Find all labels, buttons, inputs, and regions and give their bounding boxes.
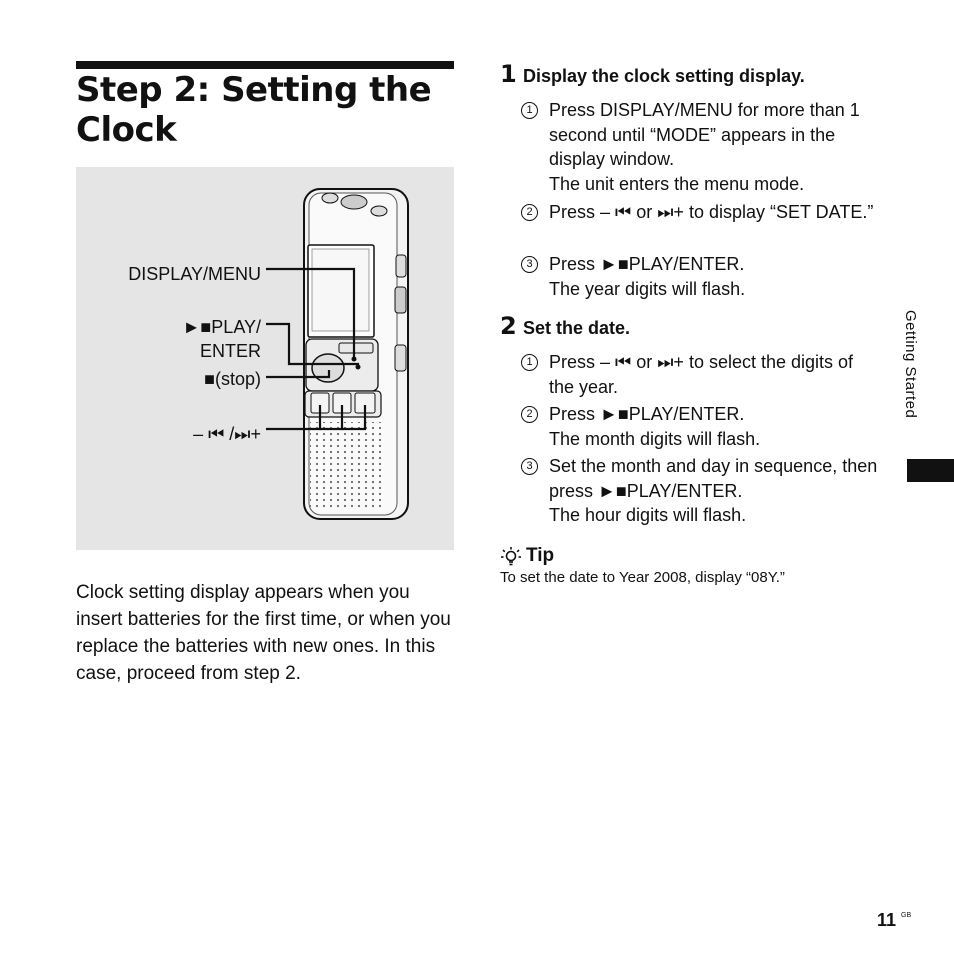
substep <box>521 454 881 528</box>
substep-number: 3 <box>521 256 538 273</box>
substep-text: Press ►■PLAY/ENTER. <box>549 404 745 424</box>
substep-note: The month digits will flash. <box>549 428 761 449</box>
display-menu-label: DISPLAY/MENU <box>128 264 261 284</box>
intro-paragraph: Clock setting display appears when you insert batteries for the first time, or when you replace the batteries with new ones. In this case, proceed from step 2. <box>76 582 451 684</box>
substep-text: Press – ⏮ or ⏭+ to display “SET DATE.” <box>549 202 874 222</box>
skip-label: – ⏮ /⏭+ <box>193 424 261 444</box>
substep-text: Press ►■PLAY/ENTER. <box>549 254 745 274</box>
lightbulb-icon <box>500 546 522 568</box>
substep-note: The unit enters the menu mode. <box>549 173 805 194</box>
device-illustration <box>76 167 454 550</box>
voice-recorder-drawing <box>76 167 454 550</box>
substep-note: The hour digits will flash. <box>549 505 747 525</box>
substep-text: Press DISPLAY/MENU for more than 1 second until “MODE” appears in the display window. <box>549 100 860 169</box>
step-number: 2 <box>500 312 517 340</box>
tip-heading: Tip <box>526 545 555 566</box>
play-enter-label: ►■PLAY/ ENTER <box>182 317 261 361</box>
step-heading: Set the date. <box>523 318 631 338</box>
stop-label: ■(stop) <box>204 369 261 389</box>
tip-text: To set the date to Year 2008, display “08Y.” <box>500 569 785 586</box>
substep-number: 1 <box>521 354 538 371</box>
substep-text: Press – ⏮ or ⏭+ to select the digits of the year. <box>549 352 854 397</box>
substep <box>521 402 881 451</box>
substep-number: 2 <box>521 204 538 221</box>
page-suffix: GB <box>901 912 912 919</box>
step-number: 1 <box>500 60 517 88</box>
substep <box>521 98 881 196</box>
page-title: Step 2: Setting the Clock <box>76 70 432 150</box>
substep-number: 3 <box>521 458 538 475</box>
substep <box>521 252 881 301</box>
substep <box>521 350 881 399</box>
substep-text: Set the month and day in sequence, then press ►■PLAY/ENTER. <box>549 456 878 501</box>
title-rule <box>76 61 454 69</box>
substep <box>521 200 881 225</box>
substep-note: The year digits will flash. <box>549 278 746 299</box>
step-heading: Display the clock setting display. <box>523 66 805 86</box>
section-side-label: Getting Started <box>902 310 919 419</box>
substep-number: 2 <box>521 406 538 423</box>
page-number: 11 <box>877 910 897 930</box>
section-tab-marker <box>907 459 954 482</box>
substep-number: 1 <box>521 102 538 119</box>
